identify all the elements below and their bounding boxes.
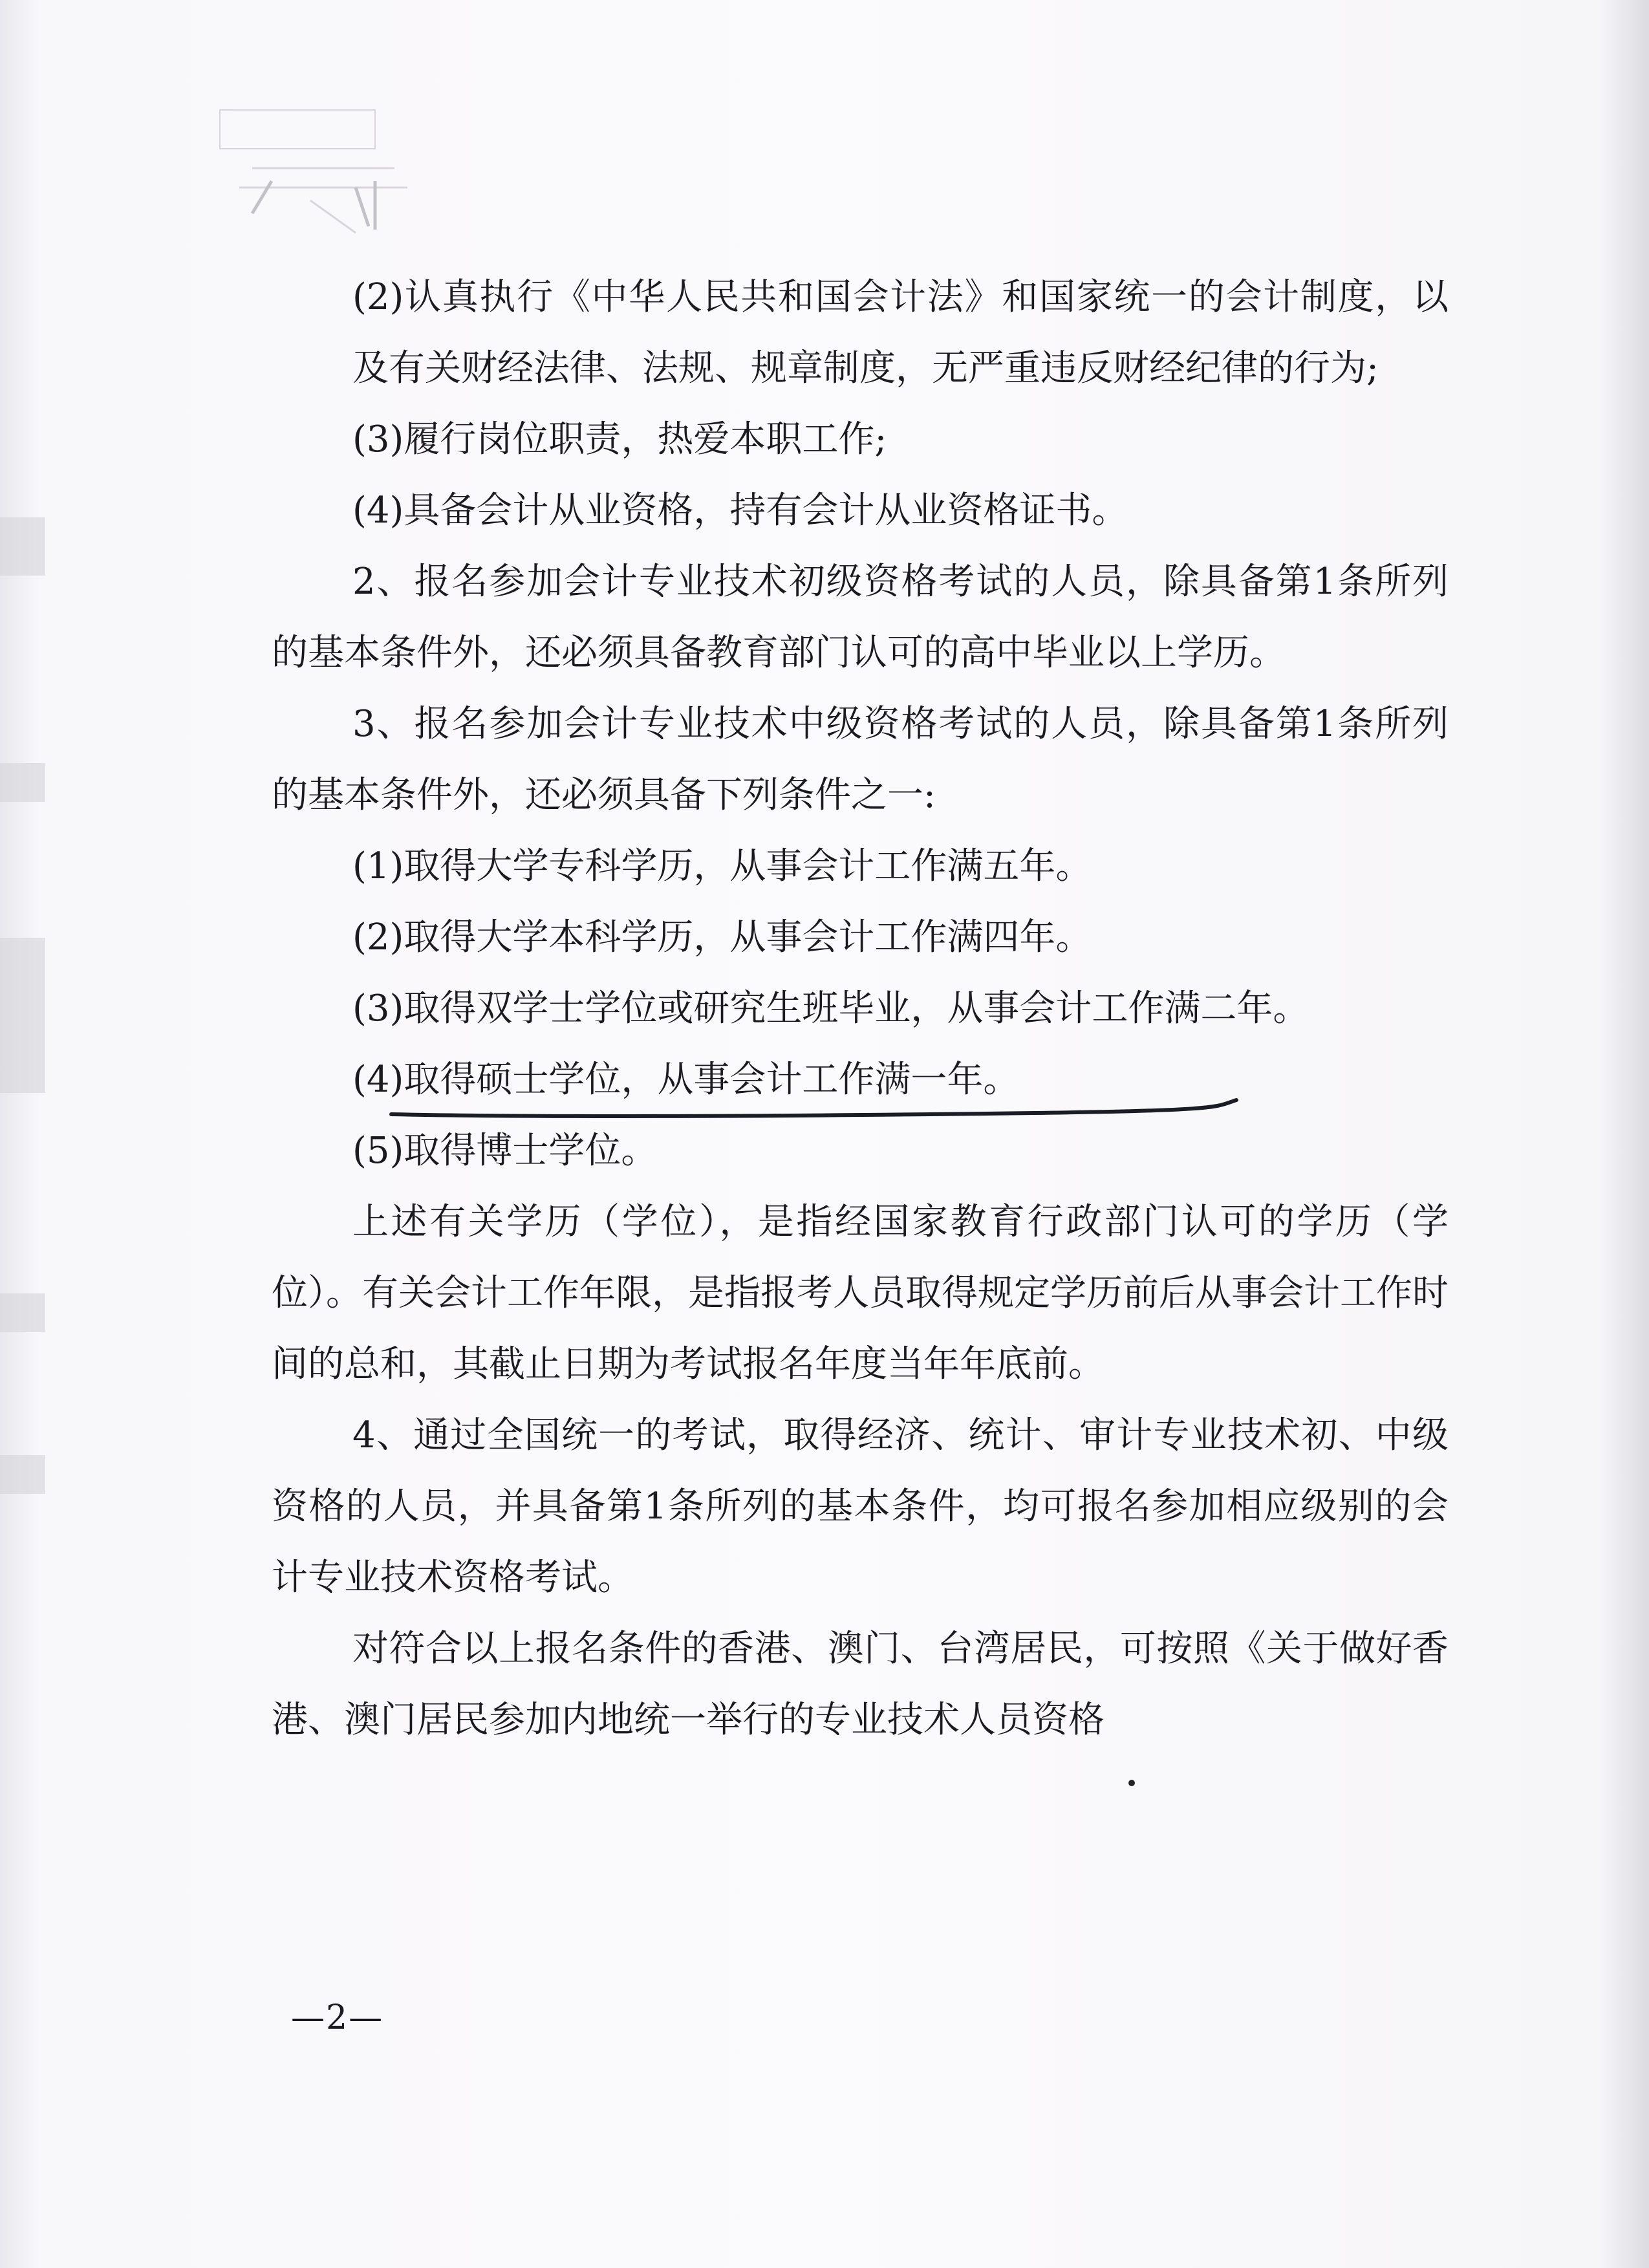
paragraph: (4)具备会计从业资格，持有会计从业资格证书。 [352, 490, 1128, 532]
paragraph: 对符合以上报名条件的香港、澳门、台湾居民，可按照《关于做好香港、澳门居民参加内地统一举行的专业技术人员资格 [272, 1628, 1449, 1741]
handwritten-underline [388, 1096, 1242, 1122]
edge-shadow [0, 938, 45, 1093]
paragraph: 3、报名参加会计专业技术中级资格考试的人员，除具备第1条所列的基本条件外，还必须具备下列条件之一: [272, 703, 1449, 816]
paragraph: (5)取得博士学位。 [352, 1130, 658, 1172]
paragraph: (3)取得双学士学位或研究生班毕业，从事会计工作满二年。 [352, 988, 1310, 1030]
paragraph: 上述有关学历（学位），是指经国家教育行政部门认可的学历（学位）。有关会计工作年限，是指报考人员取得规定学历前后从事会计工作时间的总和，其截止日期为考试报名年度当年年底前。 [272, 1201, 1449, 1385]
paragraph: (4)取得硕士学位，从事会计工作满一年。 [352, 1059, 1020, 1101]
edge-shadow [0, 1293, 45, 1332]
edge-shadow [0, 1455, 45, 1494]
paragraph: (3)履行岗位职责，热爱本职工作; [352, 418, 887, 460]
paragraph: 4、通过全国统一的考试，取得经济、统计、审计专业技术初、中级资格的人员，并具备第1条所列的基本条件，均可报名参加相应级别的会计专业技术资格考试。 [272, 1414, 1449, 1599]
paragraph: 2、报名参加会计专业技术初级资格考试的人员，除具备第1条所列的基本条件外，还必须具备教育部门认可的高中毕业以上学历。 [272, 561, 1449, 674]
paragraph: (1)取得大学专科学历，从事会计工作满五年。 [352, 845, 1092, 887]
paragraph: (2)认真执行《中华人民共和国会计法》和国家统一的会计制度，以及有关财经法律、法规、规章制度，无严重违反财经纪律的行为; [352, 276, 1449, 389]
faint-stamp-scribble [213, 91, 420, 239]
document-body [272, 262, 1449, 1756]
edge-shadow [0, 763, 45, 802]
edge-shadow [0, 517, 45, 576]
ink-dot [1128, 1780, 1135, 1786]
page-number: —2— [291, 1998, 384, 2037]
paragraph: (2)取得大学本科学历，从事会计工作满四年。 [352, 916, 1092, 958]
